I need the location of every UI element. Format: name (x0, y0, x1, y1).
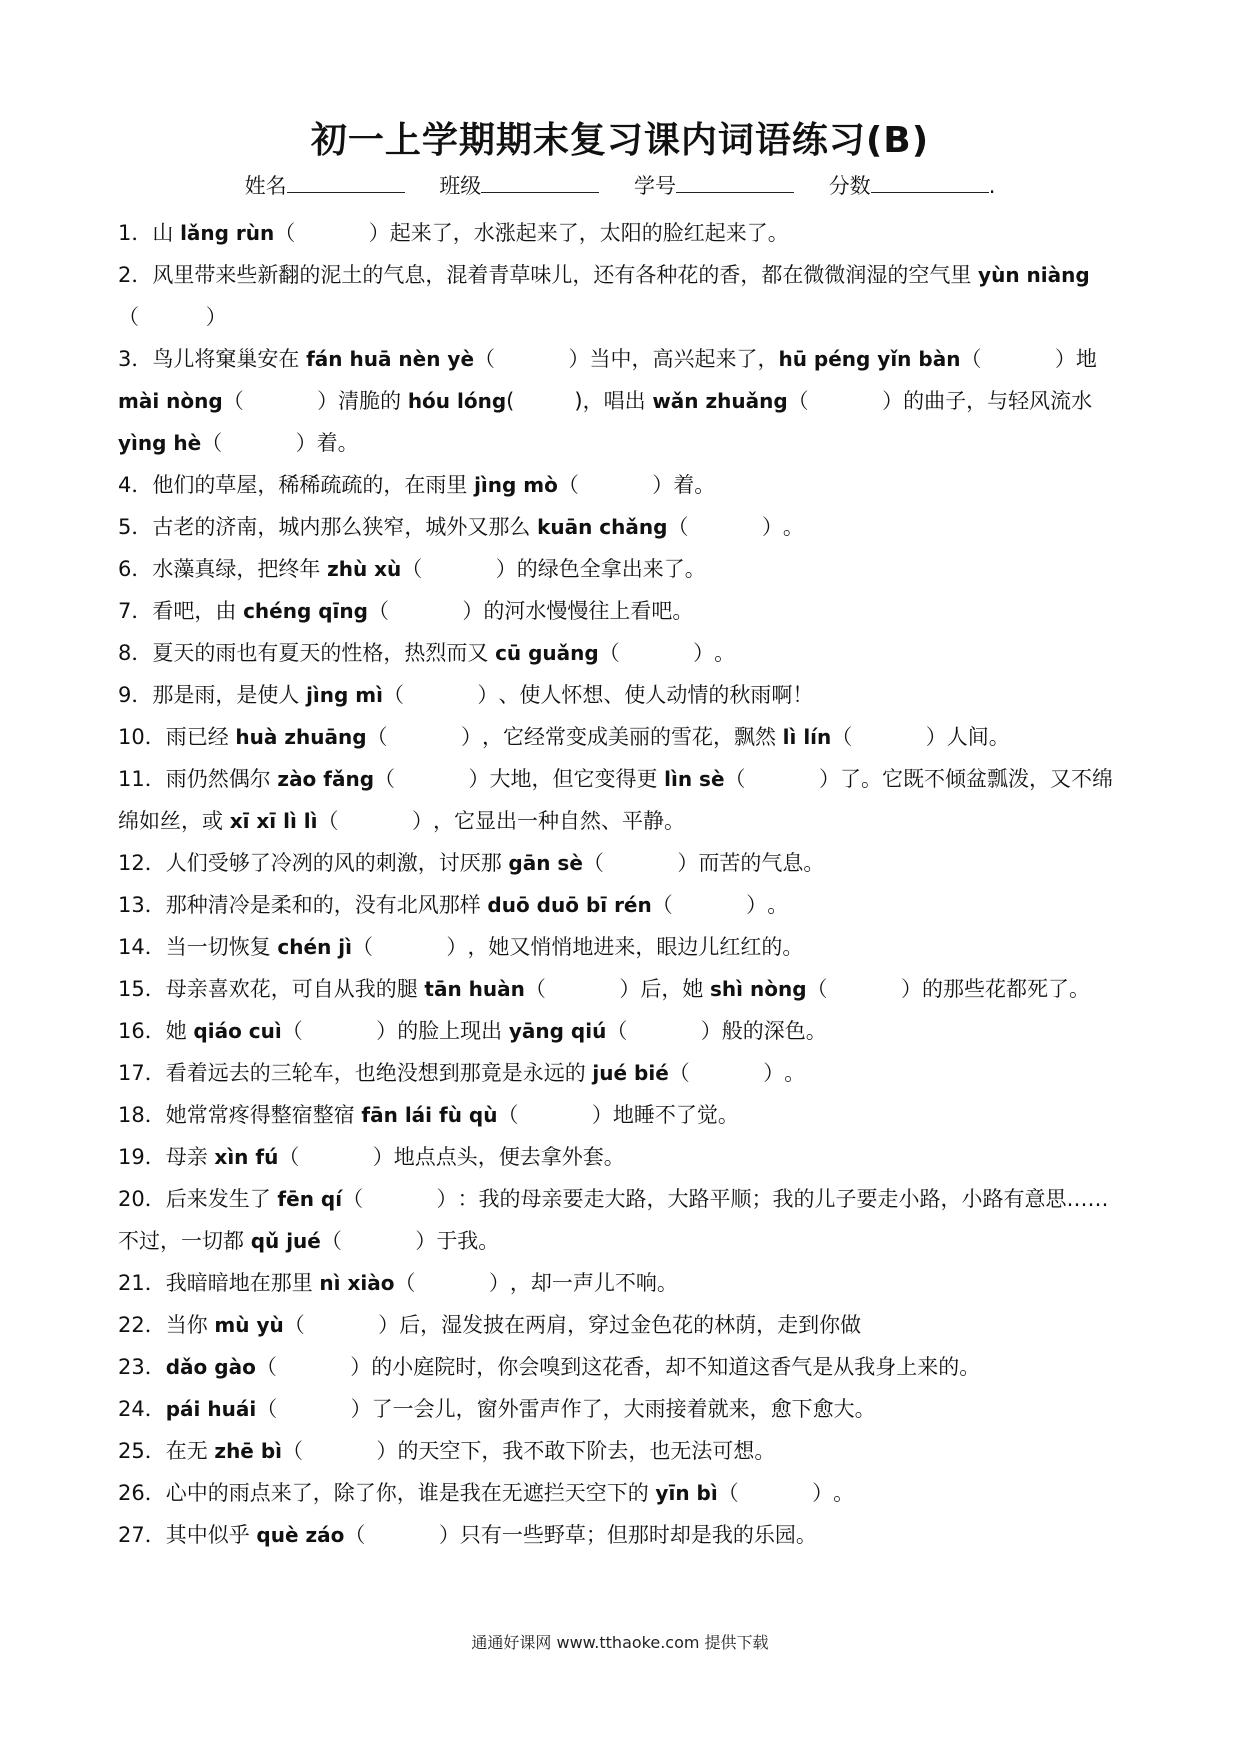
pinyin-prompt: jìng mì (306, 683, 383, 707)
question-item (118, 1304, 1128, 1346)
question-number: 10． (118, 725, 166, 749)
pinyin-prompt: duō duō bī rén (487, 893, 652, 917)
question-number: 4． (118, 473, 153, 497)
question-text: 了一会儿，窗外雷声作了，大雨接着就来，愈下愈大。 (371, 1397, 876, 1421)
question-text: 的河水慢慢往上看吧。 (483, 599, 694, 623)
question-text: 在无 (165, 1439, 215, 1463)
question-text: 地睡不了觉。 (612, 1103, 739, 1127)
answer-blank[interactable]: （ ） (401, 557, 517, 581)
question-item (118, 716, 1128, 758)
score-blank[interactable] (871, 172, 989, 193)
question-text: 的曲子，与轻风流水 (903, 389, 1093, 413)
end-mark: . (988, 174, 996, 198)
question-item (118, 758, 1128, 842)
answer-blank[interactable]: ( ) (506, 389, 583, 413)
question-text: 。 (784, 1061, 806, 1085)
pinyin-prompt: wǎn zhuǎng (652, 389, 788, 413)
id-label: 学号 (634, 174, 676, 198)
question-text: 。 (767, 893, 789, 917)
question-text: ，她又悄悄地进来，眼边儿红红的。 (467, 935, 804, 959)
question-text: 般的深色。 (721, 1019, 827, 1043)
id-field[interactable] (634, 170, 794, 200)
question-number: 18． (118, 1103, 166, 1127)
question-number: 22． (118, 1313, 166, 1337)
question-text: 着。 (673, 473, 716, 497)
question-text: 其中似乎 (165, 1523, 257, 1547)
pinyin-prompt: chéng qīng (243, 599, 368, 623)
question-number: 11． (118, 767, 166, 791)
question-text: 而苦的气息。 (698, 851, 825, 875)
question-item (118, 1178, 1128, 1262)
question-text: 了。它既不倾盆瓢泼，又不绵绵如丝，或 (118, 767, 1113, 833)
answer-blank[interactable]: （ ） (474, 347, 590, 371)
question-item (118, 1262, 1128, 1304)
question-item (118, 926, 1128, 968)
question-item (118, 548, 1128, 590)
answer-blank[interactable]: （ ） (282, 1439, 398, 1463)
question-text: 的绿色全拿出来了。 (516, 557, 706, 581)
question-item (118, 1430, 1128, 1472)
question-number: 5． (118, 515, 153, 539)
question-item (118, 1472, 1128, 1514)
pinyin-prompt: chén jì (277, 935, 352, 959)
question-number: 2． (118, 263, 153, 287)
question-text: 她常常疼得整宿整宿 (165, 1103, 362, 1127)
pinyin-prompt: qiáo cuì (193, 1019, 282, 1043)
question-item (118, 506, 1128, 548)
pinyin-prompt: qǔ jué (250, 1229, 321, 1253)
pinyin-prompt: hóu lóng (407, 389, 507, 413)
question-text: 我暗暗地在那里 (165, 1271, 320, 1295)
question-item (118, 1052, 1128, 1094)
answer-blank[interactable]: （ ） (383, 683, 499, 707)
question-item (118, 212, 1128, 254)
pinyin-prompt: fán huā nèn yè (306, 347, 475, 371)
pinyin-prompt: fān lái fù qù (361, 1103, 498, 1127)
question-text: 当中，高兴起来了， (589, 347, 779, 371)
question-item (118, 254, 1128, 338)
question-text: ，却一声儿不响。 (509, 1271, 678, 1295)
question-text: 他们的草屋，稀稀疏疏的，在雨里 (152, 473, 475, 497)
question-item (118, 338, 1128, 464)
pinyin-prompt: shì nòng (710, 977, 807, 1001)
question-item (118, 674, 1128, 716)
question-text: 水藻真绿，把终年 (152, 557, 328, 581)
pinyin-prompt: jué bié (592, 1061, 669, 1085)
question-number: 27． (118, 1523, 166, 1547)
question-number: 9． (118, 683, 153, 707)
question-text: 、使人怀想、使人动情的秋雨啊！ (498, 683, 814, 707)
pinyin-prompt: dǎo gào (165, 1355, 256, 1379)
question-text: 后，她 (640, 977, 711, 1001)
answer-blank[interactable]: （ ） (598, 641, 715, 665)
question-number: 20． (118, 1187, 166, 1211)
question-text: 那种清冷是柔和的，没有北风那样 (165, 893, 488, 917)
question-text: 雨已经 (165, 725, 236, 749)
question-text: 山 (152, 221, 181, 245)
question-text: 。 (833, 1481, 855, 1505)
question-text: ，它显出一种自然、平静。 (432, 809, 685, 833)
question-item (118, 884, 1128, 926)
pinyin-prompt: tān huàn (424, 977, 525, 1001)
question-text: 雨仍然偶尔 (165, 767, 278, 791)
question-text: 的小庭院时，你会嗅到这花香，却不知道这香气是从我身上来的。 (371, 1355, 981, 1379)
question-text: 地 (1075, 347, 1097, 371)
name-field[interactable] (245, 170, 405, 200)
answer-blank[interactable]: （ ） (366, 725, 482, 749)
question-text: 于我。 (436, 1229, 500, 1253)
pinyin-prompt: yīn bì (655, 1481, 718, 1505)
pinyin-prompt: xìn fú (214, 1145, 279, 1169)
answer-blank[interactable]: （ ） (274, 221, 390, 245)
question-text: 后来发生了 (165, 1187, 278, 1211)
pinyin-prompt: huà zhuāng (235, 725, 367, 749)
answer-blank[interactable]: （ ） (344, 1523, 460, 1547)
question-list (118, 212, 1128, 1556)
pinyin-prompt: mù yù (214, 1313, 284, 1337)
student-info-row (0, 170, 1240, 200)
answer-blank[interactable]: （ ） (394, 1271, 510, 1295)
question-text: 鸟儿将窠巢安在 (152, 347, 307, 371)
answer-blank[interactable]: （ ） (497, 1103, 613, 1127)
question-number: 25． (118, 1439, 166, 1463)
answer-blank[interactable]: （ ） (367, 599, 484, 623)
answer-blank[interactable]: （ ） (118, 305, 227, 329)
question-number: 17． (118, 1061, 166, 1085)
pinyin-prompt: mài nòng (118, 389, 223, 413)
answer-blank[interactable]: （ ） (278, 1145, 394, 1169)
footer-note: 通通好课网 www.tthaoke.com 提供下载 (471, 1633, 769, 1652)
answer-blank[interactable]: （ ） (352, 935, 468, 959)
answer-blank[interactable]: （ ） (320, 1229, 437, 1253)
pinyin-prompt: hū péng yǐn bàn (778, 347, 961, 371)
question-text: 母亲 (165, 1145, 215, 1169)
question-text: 大地，但它变得更 (489, 767, 665, 791)
question-text: 的天空下，我不敢下阶去，也无法可想。 (397, 1439, 776, 1463)
score-label: 分数 (828, 174, 871, 198)
page-title: 初一上学期期末复习课内词语练习(B) (310, 120, 930, 161)
question-item (118, 1094, 1128, 1136)
question-text: 地点点头，便去拿外套。 (393, 1145, 625, 1169)
question-number: 1． (118, 221, 153, 245)
pinyin-prompt: yìng hè (118, 431, 202, 455)
question-text: 夏天的雨也有夏天的性格，热烈而又 (152, 641, 496, 665)
question-number: 19． (118, 1145, 166, 1169)
question-text: 风里带来些新翻的泥土的气息，混着青草味儿，还有各种花的香，都在微微润湿的空气里 (152, 263, 979, 287)
answer-blank[interactable]: （ ） (342, 1187, 458, 1211)
pinyin-prompt: pái huái (165, 1397, 257, 1421)
pinyin-prompt: nì xiào (319, 1271, 395, 1295)
question-item (118, 1388, 1128, 1430)
answer-blank[interactable]: （ ） (831, 725, 947, 749)
answer-blank[interactable]: （ ） (787, 389, 904, 413)
answer-blank[interactable]: （ ） (717, 1481, 834, 1505)
question-number: 23． (118, 1355, 166, 1379)
class-blank[interactable] (481, 172, 599, 193)
question-item (118, 464, 1128, 506)
answer-blank[interactable]: （ ） (667, 515, 783, 539)
answer-blank[interactable]: （ ） (668, 1061, 785, 1085)
question-number: 6． (118, 557, 153, 581)
pinyin-prompt: lìn sè (664, 767, 725, 791)
question-text: ，它经常变成美丽的雪花，飘然 (481, 725, 783, 749)
question-number: 7． (118, 599, 153, 623)
question-text: 起来了，水涨起来了，太阳的脸红起来了。 (389, 221, 789, 245)
question-number: 16． (118, 1019, 166, 1043)
answer-blank[interactable]: （ ） (255, 1355, 372, 1379)
question-number: 8． (118, 641, 153, 665)
answer-blank[interactable]: （ ） (606, 1019, 722, 1043)
pinyin-prompt: yāng qiú (508, 1019, 607, 1043)
pinyin-prompt: lì lín (782, 725, 832, 749)
question-text: 只有一些野草；但那时却是我的乐园。 (459, 1523, 817, 1547)
question-text: 古老的济南，城内那么狭窄，城外又那么 (152, 515, 538, 539)
answer-blank[interactable]: （ ） (651, 893, 768, 917)
question-number: 3． (118, 347, 153, 371)
answer-blank[interactable]: （ ） (724, 767, 840, 791)
question-number: 21． (118, 1271, 166, 1295)
question-text: 心中的雨点来了，除了你，谁是我在无遮拦天空下的 (165, 1481, 656, 1505)
question-number: 15． (118, 977, 166, 1001)
answer-blank[interactable]: （ ） (256, 1397, 372, 1421)
question-text: 人间。 (946, 725, 1010, 749)
name-label: 姓名 (244, 174, 287, 198)
question-text: 看着远去的三轮车，也绝没想到那竟是永远的 (165, 1061, 593, 1085)
answer-blank[interactable]: （ ） (283, 1313, 400, 1337)
question-text: 看吧，由 (152, 599, 244, 623)
question-text: 。 (782, 515, 804, 539)
answer-blank[interactable]: （ ） (201, 431, 317, 455)
name-blank[interactable] (287, 172, 405, 193)
pinyin-prompt: lǎng rùn (180, 221, 275, 245)
question-text: 着。 (316, 431, 359, 455)
question-text: 她 (165, 1019, 194, 1043)
pinyin-prompt: xī xī lì lì (229, 809, 318, 833)
score-field[interactable] (829, 170, 996, 200)
answer-blank[interactable]: （ ） (222, 389, 339, 413)
question-text: 的那些花都死了。 (921, 977, 1090, 1001)
question-text: 当一切恢复 (165, 935, 278, 959)
question-text: ：我的母亲要走大路，大路平顺；我的儿子要走小路，小路有意思……不过，一切都 (118, 1187, 1109, 1253)
class-label: 班级 (439, 174, 482, 198)
answer-blank[interactable]: （ ） (281, 1019, 398, 1043)
pinyin-prompt: kuān chǎng (537, 515, 668, 539)
question-text: 那是雨，是使人 (152, 683, 307, 707)
pinyin-prompt: fēn qí (277, 1187, 343, 1211)
answer-blank[interactable]: （ ） (317, 809, 433, 833)
question-item (118, 1010, 1128, 1052)
question-number: 14． (118, 935, 166, 959)
pinyin-prompt: zhē bì (214, 1439, 282, 1463)
question-text: 的脸上现出 (397, 1019, 509, 1043)
answer-blank[interactable]: （ ） (374, 767, 490, 791)
pinyin-prompt: yùn niàng (978, 263, 1090, 287)
question-item (118, 1514, 1128, 1556)
question-text: 人们受够了冷冽的风的刺激，讨厌那 (165, 851, 509, 875)
answer-blank[interactable]: （ ） (524, 977, 641, 1001)
answer-blank[interactable]: （ ） (960, 347, 1076, 371)
pinyin-prompt: jìng mò (474, 473, 558, 497)
pinyin-prompt: gān sè (508, 851, 583, 875)
question-text: 。 (714, 641, 736, 665)
question-number: 24． (118, 1397, 166, 1421)
question-item (118, 1136, 1128, 1178)
pinyin-prompt: cū guǎng (495, 641, 599, 665)
question-text: 母亲喜欢花，可自从我的腿 (165, 977, 425, 1001)
answer-blank[interactable]: （ ） (582, 851, 699, 875)
id-blank[interactable] (676, 172, 794, 193)
answer-blank[interactable]: （ ） (806, 977, 922, 1001)
question-text: 当你 (165, 1313, 215, 1337)
question-text: 后，湿发披在两肩，穿过金色花的林荫，走到你做 (399, 1313, 862, 1337)
pinyin-prompt: zào fǎng (277, 767, 375, 791)
question-item (118, 632, 1128, 674)
question-item (118, 968, 1128, 1010)
question-number: 12． (118, 851, 166, 875)
question-text: ，唱出 (582, 389, 653, 413)
question-number: 26． (118, 1481, 166, 1505)
question-item (118, 1346, 1128, 1388)
pinyin-prompt: zhù xù (327, 557, 402, 581)
question-number: 13． (118, 893, 166, 917)
class-field[interactable] (439, 170, 599, 200)
question-item (118, 842, 1128, 884)
question-item (118, 590, 1128, 632)
question-text: 清脆的 (338, 389, 408, 413)
answer-blank[interactable]: （ ） (557, 473, 674, 497)
pinyin-prompt: què záo (256, 1523, 345, 1547)
